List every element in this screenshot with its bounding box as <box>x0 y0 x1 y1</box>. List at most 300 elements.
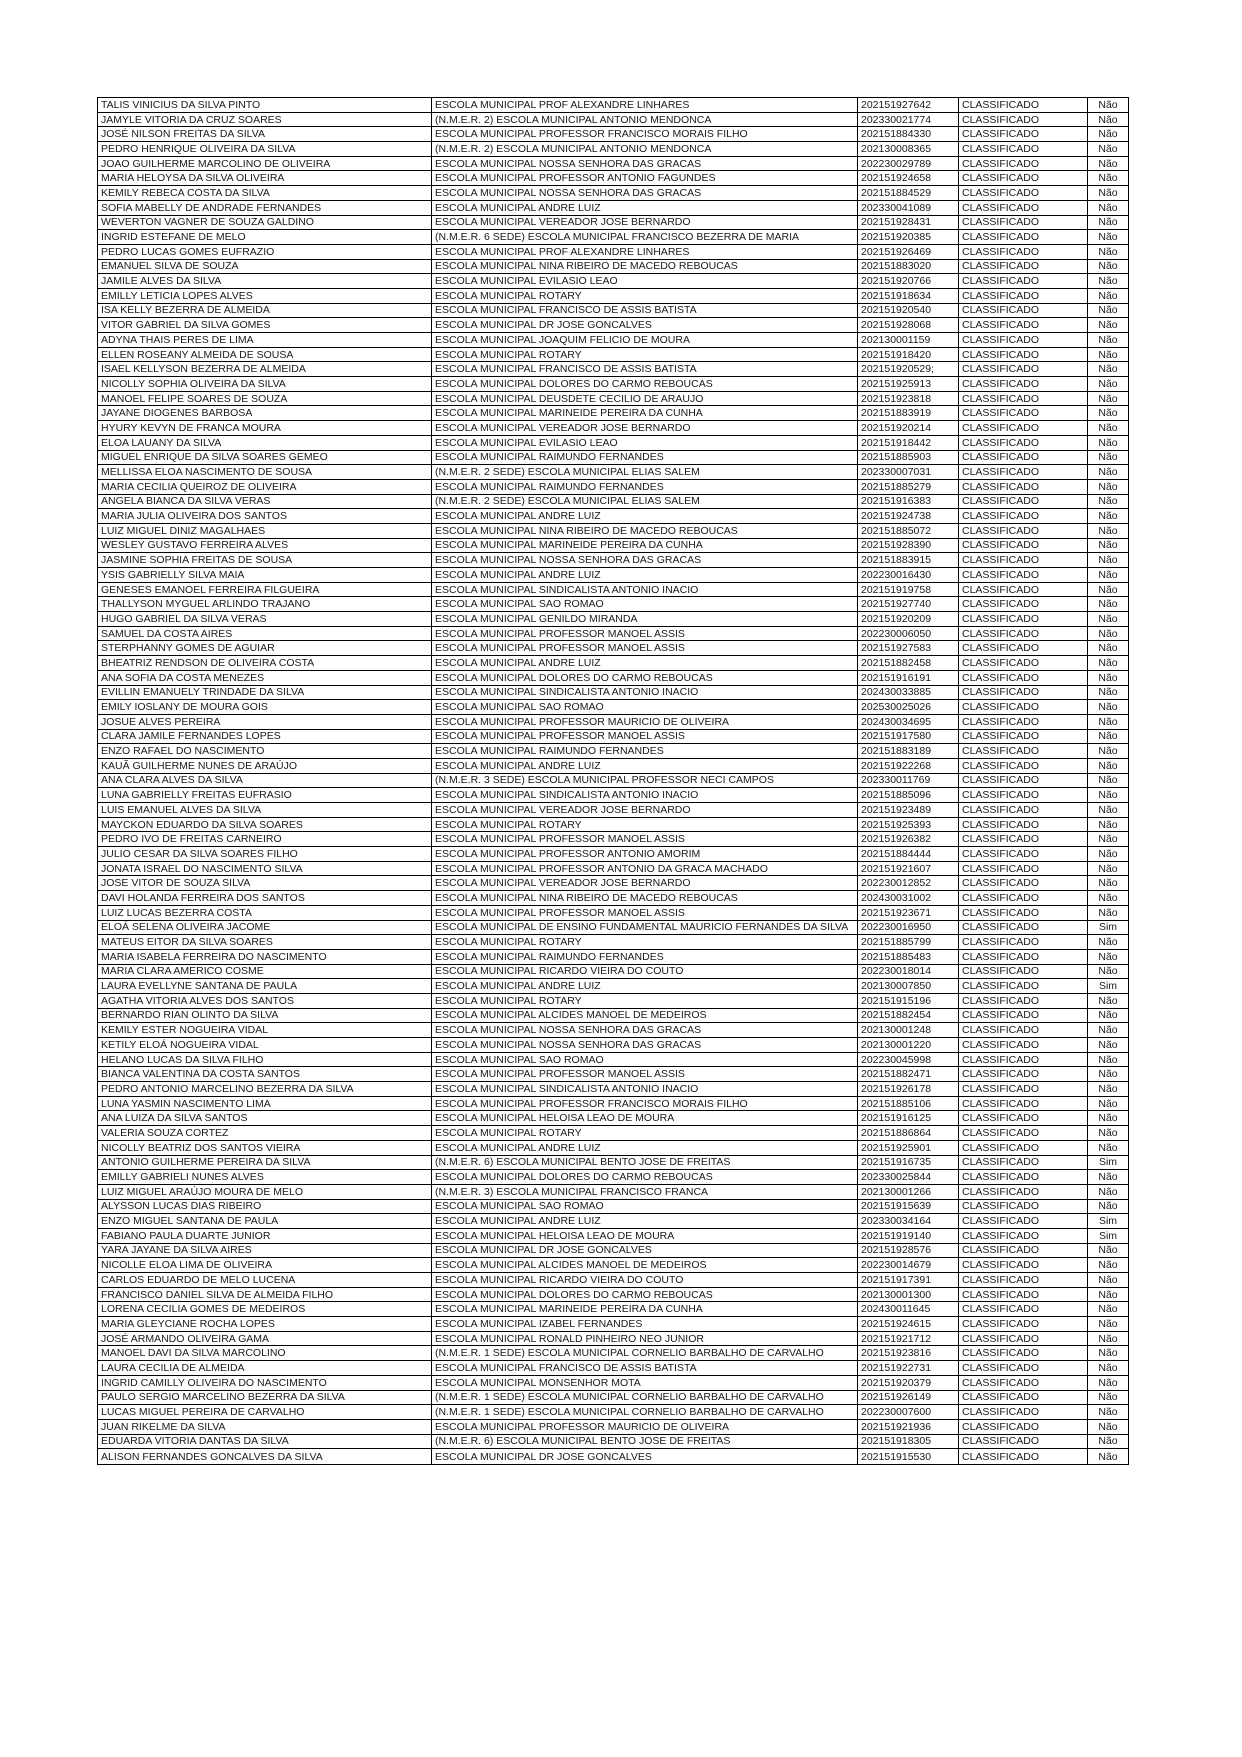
student-name-cell: SAMUEL DA COSTA AIRES <box>98 626 432 641</box>
status-cell: CLASSIFICADO <box>959 156 1088 171</box>
transfer-cell: Não <box>1088 450 1129 465</box>
table-row <box>98 861 1129 876</box>
transfer-cell: Sim <box>1088 979 1129 994</box>
enrollment-number-cell: 202151922731 <box>858 1361 959 1376</box>
student-name-cell: LUIZ MIGUEL ARAÚJO MOURA DE MELO <box>98 1184 432 1199</box>
school-cell: ESCOLA MUNICIPAL DR JOSE GONCALVES <box>432 1449 858 1465</box>
school-cell: ESCOLA MUNICIPAL DEUSDETE CECILIO DE ARAUJO <box>432 391 858 406</box>
status-cell: CLASSIFICADO <box>959 803 1088 818</box>
table-row <box>98 935 1129 950</box>
enrollment-number-cell: 202330007031 <box>858 465 959 480</box>
table-row <box>98 700 1129 715</box>
table-row <box>98 685 1129 700</box>
school-cell: (N.M.E.R. 2 SEDE) ESCOLA MUNICIPAL ELIAS SALEM <box>432 494 858 509</box>
transfer-cell: Não <box>1088 391 1129 406</box>
transfer-cell: Não <box>1088 1008 1129 1023</box>
student-name-cell: LORENA CECILIA GOMES DE MEDEIROS <box>98 1302 432 1317</box>
table-row <box>98 656 1129 671</box>
enrollment-number-cell: 202151918305 <box>858 1434 959 1449</box>
status-cell: CLASSIFICADO <box>959 1199 1088 1214</box>
school-cell: ESCOLA MUNICIPAL DR JOSE GONCALVES <box>432 318 858 333</box>
status-cell: CLASSIFICADO <box>959 656 1088 671</box>
student-name-cell: EMILLY GABRIELI NUNES ALVES <box>98 1170 432 1185</box>
enrollment-number-cell: 202151885903 <box>858 450 959 465</box>
table-row <box>98 1228 1129 1243</box>
status-cell: CLASSIFICADO <box>959 582 1088 597</box>
enrollment-number-cell: 202151885072 <box>858 523 959 538</box>
transfer-cell: Não <box>1088 362 1129 377</box>
school-cell: ESCOLA MUNICIPAL RONALD PINHEIRO NEO JUNIOR <box>432 1331 858 1346</box>
school-cell: ESCOLA MUNICIPAL PROFESSOR MANOEL ASSIS <box>432 832 858 847</box>
table-row <box>98 1449 1129 1465</box>
enrollment-number-cell: 202151885483 <box>858 949 959 964</box>
student-name-cell: ANA SOFIA DA COSTA MENEZES <box>98 670 432 685</box>
enrollment-number-cell: 202230014679 <box>858 1258 959 1273</box>
enrollment-number-cell: 202151882458 <box>858 656 959 671</box>
transfer-cell: Não <box>1088 1126 1129 1141</box>
status-cell: CLASSIFICADO <box>959 259 1088 274</box>
transfer-cell: Não <box>1088 1184 1129 1199</box>
status-cell: CLASSIFICADO <box>959 935 1088 950</box>
table-row <box>98 450 1129 465</box>
table-row <box>98 788 1129 803</box>
enrollment-number-cell: 202151920766 <box>858 274 959 289</box>
enrollment-number-cell: 202151884330 <box>858 127 959 142</box>
enrollment-number-cell: 202330021774 <box>858 112 959 127</box>
enrollment-number-cell: 202130001220 <box>858 1038 959 1053</box>
table-row <box>98 773 1129 788</box>
student-name-cell: KEMILY REBECA COSTA DA SILVA <box>98 186 432 201</box>
school-cell: ESCOLA MUNICIPAL FRANCISCO DE ASSIS BATISTA <box>432 362 858 377</box>
student-name-cell: LUIZ MIGUEL DINIZ MAGALHAES <box>98 523 432 538</box>
status-cell: CLASSIFICADO <box>959 773 1088 788</box>
school-cell: ESCOLA MUNICIPAL PROFESSOR ANTONIO DA GRACA MACHADO <box>432 861 858 876</box>
table-row <box>98 568 1129 583</box>
transfer-cell: Não <box>1088 333 1129 348</box>
status-cell: CLASSIFICADO <box>959 876 1088 891</box>
school-cell: ESCOLA MUNICIPAL NOSSA SENHORA DAS GRACAS <box>432 1038 858 1053</box>
enrollment-number-cell: 202230016950 <box>858 920 959 935</box>
transfer-cell: Não <box>1088 259 1129 274</box>
table-row <box>98 479 1129 494</box>
enrollment-number-cell: 202230018014 <box>858 964 959 979</box>
enrollment-number-cell: 202151882471 <box>858 1067 959 1082</box>
student-name-cell: JUAN RIKELME DA SILVA <box>98 1419 432 1434</box>
transfer-cell: Não <box>1088 993 1129 1008</box>
transfer-cell: Não <box>1088 127 1129 142</box>
status-cell: CLASSIFICADO <box>959 1126 1088 1141</box>
transfer-cell: Não <box>1088 347 1129 362</box>
transfer-cell: Sim <box>1088 1155 1129 1170</box>
school-cell: (N.M.E.R. 3) ESCOLA MUNICIPAL FRANCISCO FRANCA <box>432 1184 858 1199</box>
school-cell: ESCOLA MUNICIPAL SAO ROMAO <box>432 700 858 715</box>
student-name-cell: ISA KELLY BEZERRA DE ALMEIDA <box>98 303 432 318</box>
student-name-cell: BHEATRIZ RENDSON DE OLIVEIRA COSTA <box>98 656 432 671</box>
status-cell: CLASSIFICADO <box>959 1390 1088 1405</box>
school-cell: ESCOLA MUNICIPAL VEREADOR JOSE BERNARDO <box>432 876 858 891</box>
transfer-cell: Não <box>1088 656 1129 671</box>
student-name-cell: MARIA CLARA AMERICO COSME <box>98 964 432 979</box>
enrollment-number-cell: 202151885279 <box>858 479 959 494</box>
status-cell: CLASSIFICADO <box>959 1082 1088 1097</box>
table-row <box>98 1375 1129 1390</box>
enrollment-number-cell: 202230007600 <box>858 1405 959 1420</box>
student-name-cell: LAURA EVELLYNE SANTANA DE PAULA <box>98 979 432 994</box>
transfer-cell: Não <box>1088 142 1129 157</box>
enrollment-number-cell: 202151926178 <box>858 1082 959 1097</box>
table-row <box>98 612 1129 627</box>
student-name-cell: LUNA GABRIELLY FREITAS EUFRASIO <box>98 788 432 803</box>
table-row <box>98 1140 1129 1155</box>
school-cell: ESCOLA MUNICIPAL ALCIDES MANOEL DE MEDEIROS <box>432 1008 858 1023</box>
table-row <box>98 494 1129 509</box>
status-cell: CLASSIFICADO <box>959 832 1088 847</box>
school-cell: (N.M.E.R. 2) ESCOLA MUNICIPAL ANTONIO MENDONCA <box>432 112 858 127</box>
student-name-cell: BERNARDO RIAN OLINTO DA SILVA <box>98 1008 432 1023</box>
status-cell: CLASSIFICADO <box>959 509 1088 524</box>
status-cell: CLASSIFICADO <box>959 171 1088 186</box>
enrollment-number-cell: 202151923818 <box>858 391 959 406</box>
student-name-cell: JOSÉ NILSON FREITAS DA SILVA <box>98 127 432 142</box>
school-cell: (N.M.E.R. 1 SEDE) ESCOLA MUNICIPAL CORNELIO BARBALHO DE CARVALHO <box>432 1405 858 1420</box>
transfer-cell: Não <box>1088 935 1129 950</box>
table-row <box>98 1331 1129 1346</box>
status-cell: CLASSIFICADO <box>959 1052 1088 1067</box>
school-cell: ESCOLA MUNICIPAL FRANCISCO DE ASSIS BATISTA <box>432 1361 858 1376</box>
enrollment-number-cell: 202151916383 <box>858 494 959 509</box>
status-cell: CLASSIFICADO <box>959 1405 1088 1420</box>
school-cell: ESCOLA MUNICIPAL DE ENSINO FUNDAMENTAL MAURICIO FERNANDES DA SILVA <box>432 920 858 935</box>
table-row <box>98 465 1129 480</box>
table-row <box>98 714 1129 729</box>
status-cell: CLASSIFICADO <box>959 318 1088 333</box>
enrollment-number-cell: 202430034695 <box>858 714 959 729</box>
school-cell: ESCOLA MUNICIPAL FRANCISCO DE ASSIS BATISTA <box>432 303 858 318</box>
status-cell: CLASSIFICADO <box>959 612 1088 627</box>
transfer-cell: Não <box>1088 215 1129 230</box>
transfer-cell: Não <box>1088 186 1129 201</box>
school-cell: ESCOLA MUNICIPAL DOLORES DO CARMO REBOUCAS <box>432 1170 858 1185</box>
status-cell: CLASSIFICADO <box>959 920 1088 935</box>
school-cell: ESCOLA MUNICIPAL RAIMUNDO FERNANDES <box>432 744 858 759</box>
status-cell: CLASSIFICADO <box>959 1375 1088 1390</box>
table-row <box>98 1126 1129 1141</box>
student-name-cell: JULIO CESAR DA SILVA SOARES FILHO <box>98 847 432 862</box>
status-cell: CLASSIFICADO <box>959 1287 1088 1302</box>
school-cell: ESCOLA MUNICIPAL ANDRE LUIZ <box>432 568 858 583</box>
enrollment-number-cell: 202151884444 <box>858 847 959 862</box>
table-row <box>98 98 1129 113</box>
table-row <box>98 200 1129 215</box>
enrollment-number-cell: 202151915639 <box>858 1199 959 1214</box>
enrollment-number-cell: 202151916191 <box>858 670 959 685</box>
student-name-cell: THALLYSON MYGUEL ARLINDO TRAJANO <box>98 597 432 612</box>
table-row <box>98 1258 1129 1273</box>
student-name-cell: LUNA YASMIN NASCIMENTO LIMA <box>98 1096 432 1111</box>
student-name-cell: EMANUEL SILVA DE SOUZA <box>98 259 432 274</box>
table-row <box>98 832 1129 847</box>
transfer-cell: Não <box>1088 1302 1129 1317</box>
status-cell: CLASSIFICADO <box>959 1258 1088 1273</box>
school-cell: ESCOLA MUNICIPAL PROFESSOR MAURICIO DE OLIVEIRA <box>432 1419 858 1434</box>
student-name-cell: JAYANE DIOGENES BARBOSA <box>98 406 432 421</box>
transfer-cell: Não <box>1088 509 1129 524</box>
enrollment-number-cell: 202151882454 <box>858 1008 959 1023</box>
transfer-cell: Não <box>1088 626 1129 641</box>
school-cell: ESCOLA MUNICIPAL NOSSA SENHORA DAS GRACAS <box>432 1023 858 1038</box>
transfer-cell: Não <box>1088 1434 1129 1449</box>
enrollment-number-cell: 202130001159 <box>858 333 959 348</box>
student-name-cell: ELOA LAUANY DA SILVA <box>98 435 432 450</box>
student-name-cell: EVILLIN EMANUELY TRINDADE DA SILVA <box>98 685 432 700</box>
status-cell: CLASSIFICADO <box>959 127 1088 142</box>
student-name-cell: ADYNA THAIS PERES DE LIMA <box>98 333 432 348</box>
transfer-cell: Não <box>1088 847 1129 862</box>
table-row <box>98 891 1129 906</box>
school-cell: ESCOLA MUNICIPAL SINDICALISTA ANTONIO INACIO <box>432 1082 858 1097</box>
transfer-cell: Não <box>1088 435 1129 450</box>
table-row <box>98 435 1129 450</box>
school-cell: ESCOLA MUNICIPAL JOAQUIM FELICIO DE MOURA <box>432 333 858 348</box>
school-cell: ESCOLA MUNICIPAL ROTARY <box>432 935 858 950</box>
transfer-cell: Não <box>1088 1405 1129 1420</box>
transfer-cell: Não <box>1088 1170 1129 1185</box>
status-cell: CLASSIFICADO <box>959 1273 1088 1288</box>
table-row <box>98 1170 1129 1185</box>
transfer-cell: Não <box>1088 1023 1129 1038</box>
status-cell: CLASSIFICADO <box>959 714 1088 729</box>
student-name-cell: GENESES EMANOEL FERREIRA FILGUEIRA <box>98 582 432 597</box>
enrollment-number-cell: 202151883189 <box>858 744 959 759</box>
status-cell: CLASSIFICADO <box>959 553 1088 568</box>
student-name-cell: HUGO GABRIEL DA SILVA VERAS <box>98 612 432 627</box>
enrollment-number-cell: 202151920385 <box>858 230 959 245</box>
transfer-cell: Sim <box>1088 920 1129 935</box>
transfer-cell: Não <box>1088 1258 1129 1273</box>
enrollment-number-cell: 202130001266 <box>858 1184 959 1199</box>
school-cell: (N.M.E.R. 3 SEDE) ESCOLA MUNICIPAL PROFESSOR NECI CAMPOS <box>432 773 858 788</box>
transfer-cell: Não <box>1088 891 1129 906</box>
enrollment-number-cell: 202151923816 <box>858 1346 959 1361</box>
school-cell: ESCOLA MUNICIPAL ALCIDES MANOEL DE MEDEIROS <box>432 1258 858 1273</box>
enrollment-number-cell: 202151919140 <box>858 1228 959 1243</box>
status-cell: CLASSIFICADO <box>959 186 1088 201</box>
transfer-cell: Não <box>1088 597 1129 612</box>
enrollment-number-cell: 202151927740 <box>858 597 959 612</box>
table-row <box>98 112 1129 127</box>
student-name-cell: SOFIA MABELLY DE ANDRADE FERNANDES <box>98 200 432 215</box>
status-cell: CLASSIFICADO <box>959 215 1088 230</box>
table-row <box>98 230 1129 245</box>
status-cell: CLASSIFICADO <box>959 744 1088 759</box>
student-name-cell: FRANCISCO DANIEL SILVA DE ALMEIDA FILHO <box>98 1287 432 1302</box>
transfer-cell: Não <box>1088 112 1129 127</box>
school-cell: ESCOLA MUNICIPAL SAO ROMAO <box>432 597 858 612</box>
enrollment-number-cell: 202151927642 <box>858 98 959 113</box>
student-name-cell: MANOEL FELIPE SOARES DE SOUZA <box>98 391 432 406</box>
status-cell: CLASSIFICADO <box>959 347 1088 362</box>
table-row <box>98 1038 1129 1053</box>
student-name-cell: ANTONIO GUILHERME PEREIRA DA SILVA <box>98 1155 432 1170</box>
enrollment-number-cell: 202151922268 <box>858 758 959 773</box>
student-name-cell: EMILY IOSLANY DE MOURA GOIS <box>98 700 432 715</box>
school-cell: ESCOLA MUNICIPAL ANDRE LUIZ <box>432 200 858 215</box>
transfer-cell: Não <box>1088 200 1129 215</box>
status-cell: CLASSIFICADO <box>959 1302 1088 1317</box>
enrollment-number-cell: 202151925913 <box>858 377 959 392</box>
school-cell: ESCOLA MUNICIPAL NOSSA SENHORA DAS GRACAS <box>432 186 858 201</box>
table-row <box>98 142 1129 157</box>
status-cell: CLASSIFICADO <box>959 112 1088 127</box>
student-name-cell: LUCAS MIGUEL PEREIRA DE CARVALHO <box>98 1405 432 1420</box>
student-name-cell: JAMYLE VITORIA DA CRUZ SOARES <box>98 112 432 127</box>
enrollment-number-cell: 202151925901 <box>858 1140 959 1155</box>
transfer-cell: Não <box>1088 1243 1129 1258</box>
table-row <box>98 817 1129 832</box>
table-row <box>98 538 1129 553</box>
transfer-cell: Não <box>1088 1199 1129 1214</box>
enrollment-number-cell: 202151918442 <box>858 435 959 450</box>
enrollment-number-cell: 202151926149 <box>858 1390 959 1405</box>
enrollment-number-cell: 202151920209 <box>858 612 959 627</box>
transfer-cell: Não <box>1088 905 1129 920</box>
table-row <box>98 582 1129 597</box>
transfer-cell: Não <box>1088 303 1129 318</box>
status-cell: CLASSIFICADO <box>959 1331 1088 1346</box>
school-cell: ESCOLA MUNICIPAL PROFESSOR MANOEL ASSIS <box>432 626 858 641</box>
school-cell: ESCOLA MUNICIPAL NINA RIBEIRO DE MACEDO REBOUCAS <box>432 891 858 906</box>
table-row <box>98 1243 1129 1258</box>
school-cell: ESCOLA MUNICIPAL IZABEL FERNANDES <box>432 1317 858 1332</box>
status-cell: CLASSIFICADO <box>959 685 1088 700</box>
student-name-cell: EMILLY LETICIA LOPES ALVES <box>98 288 432 303</box>
table-row <box>98 1082 1129 1097</box>
school-cell: ESCOLA MUNICIPAL ROTARY <box>432 817 858 832</box>
status-cell: CLASSIFICADO <box>959 406 1088 421</box>
transfer-cell: Não <box>1088 274 1129 289</box>
student-name-cell: EDUARDA VITORIA DANTAS DA SILVA <box>98 1434 432 1449</box>
transfer-cell: Não <box>1088 744 1129 759</box>
student-name-cell: KETILY ELOÁ NOGUEIRA VIDAL <box>98 1038 432 1053</box>
status-cell: CLASSIFICADO <box>959 1346 1088 1361</box>
enrollment-number-cell: 202151928068 <box>858 318 959 333</box>
school-cell: ESCOLA MUNICIPAL RICARDO VIEIRA DO COUTO <box>432 964 858 979</box>
school-cell: ESCOLA MUNICIPAL ROTARY <box>432 347 858 362</box>
student-name-cell: YSIS GABRIELLY SILVA MAIA <box>98 568 432 583</box>
table-row <box>98 362 1129 377</box>
student-name-cell: ELLEN ROSEANY ALMEIDA DE SOUSA <box>98 347 432 362</box>
table-row <box>98 758 1129 773</box>
status-cell: CLASSIFICADO <box>959 1155 1088 1170</box>
student-name-cell: ANA LUIZA DA SILVA SANTOS <box>98 1111 432 1126</box>
table-row <box>98 1419 1129 1434</box>
enrollment-number-cell: 202130001300 <box>858 1287 959 1302</box>
table-row <box>98 288 1129 303</box>
table-row <box>98 1302 1129 1317</box>
status-cell: CLASSIFICADO <box>959 538 1088 553</box>
transfer-cell: Não <box>1088 1082 1129 1097</box>
student-name-cell: ELOÁ SELENA OLIVEIRA JACOME <box>98 920 432 935</box>
transfer-cell: Não <box>1088 1361 1129 1376</box>
table-row <box>98 979 1129 994</box>
status-cell: CLASSIFICADO <box>959 230 1088 245</box>
status-cell: CLASSIFICADO <box>959 964 1088 979</box>
enrollment-number-cell: 202151923671 <box>858 905 959 920</box>
student-name-cell: PEDRO IVO DE FREITAS CARNEIRO <box>98 832 432 847</box>
student-name-cell: WESLEY GUSTAVO FERREIRA ALVES <box>98 538 432 553</box>
table-row <box>98 847 1129 862</box>
table-row <box>98 1390 1129 1405</box>
transfer-cell: Não <box>1088 1317 1129 1332</box>
student-name-cell: NICOLLE ELOA LIMA DE OLIVEIRA <box>98 1258 432 1273</box>
table-row <box>98 156 1129 171</box>
school-cell: ESCOLA MUNICIPAL NOSSA SENHORA DAS GRACAS <box>432 156 858 171</box>
school-cell: ESCOLA MUNICIPAL PROFESSOR MAURICIO DE OLIVEIRA <box>432 714 858 729</box>
student-name-cell: JOSUE ALVES PEREIRA <box>98 714 432 729</box>
school-cell: ESCOLA MUNICIPAL ANDRE LUIZ <box>432 656 858 671</box>
school-cell: ESCOLA MUNICIPAL SINDICALISTA ANTONIO INACIO <box>432 788 858 803</box>
transfer-cell: Não <box>1088 832 1129 847</box>
student-name-cell: ALISON FERNANDES GONCALVES DA SILVA <box>98 1449 432 1465</box>
enrollment-number-cell: 202230029789 <box>858 156 959 171</box>
enrollment-number-cell: 202151921607 <box>858 861 959 876</box>
student-name-cell: BIANCA VALENTINA DA COSTA SANTOS <box>98 1067 432 1082</box>
table-row <box>98 215 1129 230</box>
table-row <box>98 274 1129 289</box>
transfer-cell: Sim <box>1088 1228 1129 1243</box>
status-cell: CLASSIFICADO <box>959 98 1088 113</box>
table-row <box>98 729 1129 744</box>
transfer-cell: Não <box>1088 1096 1129 1111</box>
student-name-cell: AGATHA VITORIA ALVES DOS SANTOS <box>98 993 432 1008</box>
student-name-cell: ENZO RAFAEL DO NASCIMENTO <box>98 744 432 759</box>
student-name-cell: JOSE VITOR DE SOUZA SILVA <box>98 876 432 891</box>
table-row <box>98 1096 1129 1111</box>
student-name-cell: MARIA CECILIA QUEIROZ DE OLIVEIRA <box>98 479 432 494</box>
school-cell: ESCOLA MUNICIPAL PROFESSOR MANOEL ASSIS <box>432 729 858 744</box>
enrollment-number-cell: 202151926382 <box>858 832 959 847</box>
table-row <box>98 259 1129 274</box>
enrollment-number-cell: 202151883919 <box>858 406 959 421</box>
school-cell: ESCOLA MUNICIPAL RAIMUNDO FERNANDES <box>432 450 858 465</box>
school-cell: ESCOLA MUNICIPAL HELOISA LEAO DE MOURA <box>432 1228 858 1243</box>
school-cell: (N.M.E.R. 6) ESCOLA MUNICIPAL BENTO JOSE DE FREITAS <box>432 1434 858 1449</box>
student-name-cell: TALIS VINICIUS DA SILVA PINTO <box>98 98 432 113</box>
table-row <box>98 1214 1129 1229</box>
status-cell: CLASSIFICADO <box>959 905 1088 920</box>
transfer-cell: Não <box>1088 670 1129 685</box>
status-cell: CLASSIFICADO <box>959 391 1088 406</box>
enrollment-number-cell: 202151920379 <box>858 1375 959 1390</box>
school-cell: ESCOLA MUNICIPAL NINA RIBEIRO DE MACEDO REBOUCAS <box>432 523 858 538</box>
school-cell: ESCOLA MUNICIPAL PROF ALEXANDRE LINHARES <box>432 244 858 259</box>
student-name-cell: STERPHANNY GOMES DE AGUIAR <box>98 641 432 656</box>
transfer-cell: Não <box>1088 582 1129 597</box>
student-name-cell: YARA JAYANE DA SILVA AIRES <box>98 1243 432 1258</box>
school-cell: ESCOLA MUNICIPAL PROFESSOR MANOEL ASSIS <box>432 641 858 656</box>
school-cell: ESCOLA MUNICIPAL ROTARY <box>432 288 858 303</box>
school-cell: ESCOLA MUNICIPAL ANDRE LUIZ <box>432 509 858 524</box>
transfer-cell: Não <box>1088 1140 1129 1155</box>
status-cell: CLASSIFICADO <box>959 729 1088 744</box>
school-cell: ESCOLA MUNICIPAL VEREADOR JOSE BERNARDO <box>432 215 858 230</box>
school-cell: ESCOLA MUNICIPAL PROFESSOR FRANCISCO MORAIS FILHO <box>432 1096 858 1111</box>
enrollment-number-cell: 202130008365 <box>858 142 959 157</box>
school-cell: (N.M.E.R. 2) ESCOLA MUNICIPAL ANTONIO MENDONCA <box>432 142 858 157</box>
student-name-cell: ANA CLARA ALVES DA SILVA <box>98 773 432 788</box>
enrollment-number-cell: 202151885096 <box>858 788 959 803</box>
status-cell: CLASSIFICADO <box>959 288 1088 303</box>
